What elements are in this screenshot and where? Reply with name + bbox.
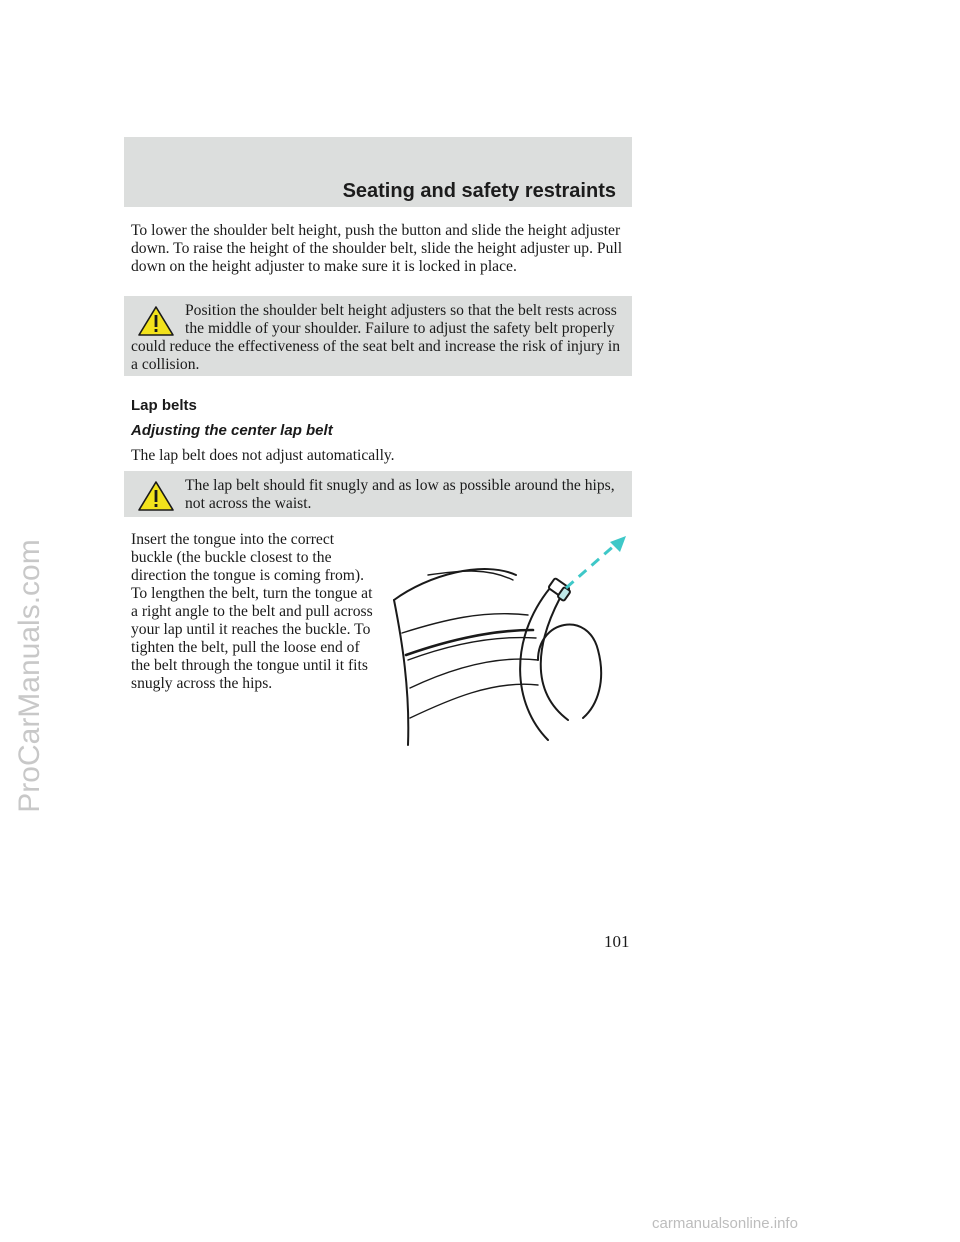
thigh-outline [538, 625, 601, 718]
shoulder-adjust-paragraph: To lower the shoulder belt height, push the button and slide the height adjuster down. To raise the height of the shoulder belt, slide the height adjuster up. Pull down on the height adjuster to make sure it is locked in place. [131, 222, 623, 275]
lap-warning-box [124, 471, 632, 517]
shoulder-warning-text: Position the shoulder belt height adjusters so that the belt rests across the middle of your shoulder. Failure to adjust the safety belt properly could reduce the effectiveness of the seat belt and increase the risk of injury in a collision. [131, 302, 620, 373]
insert-tongue-paragraph: Insert the tongue into the correct buckle (the buckle closest to the direction the tongue is coming from). To lengthen the belt, turn the tongue at a right angle to the belt and pull across your lap until it reaches the buckle. To tighten the belt, pull the loose end of the belt through the tongue until it fits snugly across the hips. [131, 531, 373, 692]
shoulder-warning-box [124, 296, 632, 376]
lap-belts-heading: Lap belts [131, 397, 197, 414]
lap-belt-illustration [388, 530, 638, 750]
warning-triangle-icon [137, 305, 175, 337]
section-header-band [124, 137, 632, 207]
side-watermark [10, 466, 50, 886]
arrow-head-icon [610, 536, 626, 552]
bottom-watermark: carmanualsonline.info [652, 1215, 798, 1232]
side-watermark-text: ProCarManuals.com [13, 539, 46, 813]
belt-strap-inner [541, 598, 568, 720]
seat-outline-left [394, 600, 408, 745]
belt-strap-outer [520, 588, 550, 740]
lap-auto-paragraph: The lap belt does not adjust automatically. [131, 447, 395, 464]
adjusting-center-lap-belt-heading: Adjusting the center lap belt [131, 422, 333, 439]
section-title: Seating and safety restraints [342, 180, 616, 202]
page-number: 101 [604, 932, 630, 951]
warning-triangle-icon [137, 480, 175, 512]
lap-warning-text: The lap belt should fit snugly and as low as possible around the hips, not across the waist. [185, 477, 615, 512]
direction-arrow-line [566, 544, 616, 588]
